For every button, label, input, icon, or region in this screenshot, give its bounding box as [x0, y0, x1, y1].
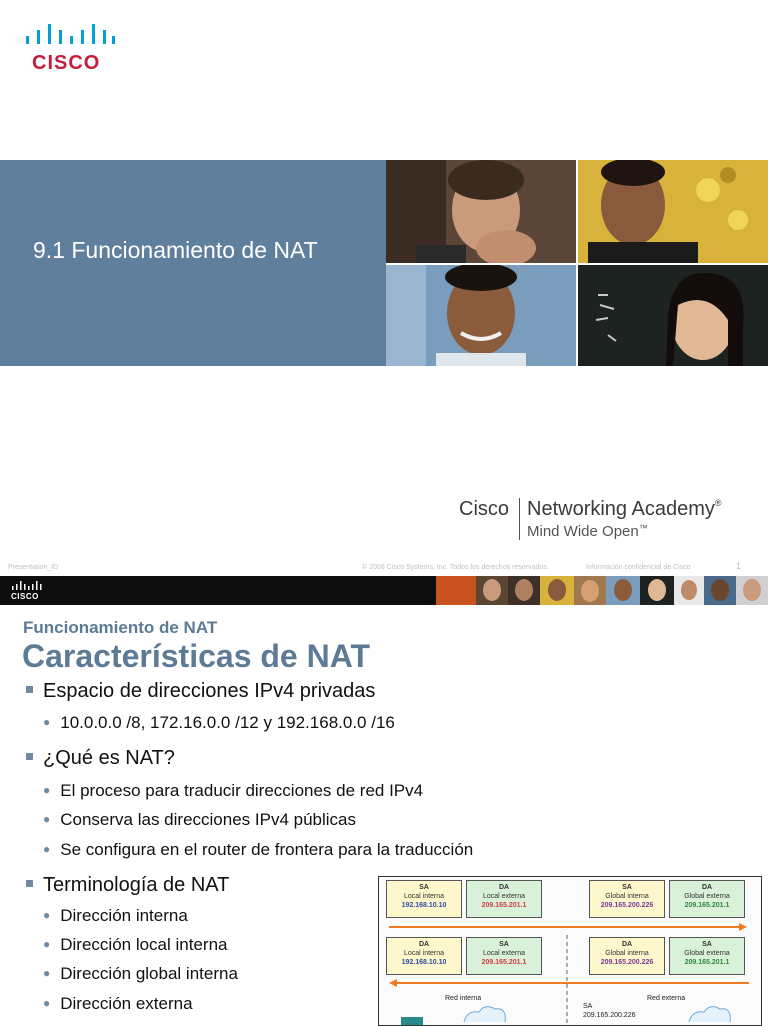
- square-bullet-icon: [26, 753, 33, 760]
- square-bullet-icon: [26, 686, 33, 693]
- addr-box: [466, 937, 542, 975]
- addr-box-head: DA: [418, 941, 430, 948]
- addr-box-type: Local interna: [403, 893, 445, 900]
- right-arrow-head: [739, 923, 747, 931]
- cisco-wordmark-small: CISCO: [11, 592, 39, 601]
- inside-cloud-icon: [464, 1007, 505, 1022]
- slide-title: 9.1 Funcionamiento de NAT: [33, 237, 318, 263]
- square-bullet-icon: [26, 880, 33, 887]
- outside-cloud-icon: [689, 1007, 730, 1022]
- footer-page-number: 1: [736, 561, 742, 571]
- cisco-bars-icon: [24, 24, 116, 50]
- sub-bullet-item: [43, 906, 188, 926]
- footer-presentation-id: Presentation_ID: [8, 564, 59, 571]
- logo-divider: [519, 498, 520, 540]
- addr-box-address: 209.165.200.226: [600, 902, 654, 909]
- cisco-bars-small-icon: [12, 581, 44, 591]
- bullet-item: [26, 747, 175, 770]
- inside-network-label: Red interna: [445, 995, 482, 1002]
- academy-name-line: [527, 498, 722, 521]
- dot-bullet-icon: ●: [43, 842, 51, 856]
- bullet-item: [26, 874, 229, 897]
- dot-bullet-icon: ●: [43, 812, 51, 826]
- sub-bullet-text: Conserva las direcciones IPv4 públicas: [60, 810, 357, 829]
- academy-name: Networking Academy: [527, 498, 715, 520]
- addr-box: [669, 937, 745, 975]
- sub-bullet-item: [43, 713, 395, 733]
- sub-bullet-item: [43, 781, 423, 801]
- dot-bullet-icon: ●: [43, 715, 51, 729]
- cisco-logo-small: [10, 581, 46, 601]
- footer-copyright: © 2008 Cisco Systems, Inc. Todos los derechos reservados.: [362, 564, 549, 571]
- networking-academy-logo: [459, 496, 749, 546]
- cisco-logo: [24, 24, 116, 74]
- addr-box-type: Global interna: [605, 893, 649, 900]
- sub-bullet-item: [43, 964, 238, 984]
- sub-bullet-text: Dirección local interna: [60, 935, 228, 954]
- header-bar: [0, 576, 768, 605]
- addr-box-address: 209.165.201.1: [684, 902, 730, 909]
- addr-box-type: Global interna: [605, 950, 649, 957]
- registered-mark: ®: [714, 498, 722, 508]
- header-photo-strip: [436, 576, 768, 605]
- addr-box-address: 192.168.10.10: [401, 959, 447, 966]
- addr-box-type: Global externa: [684, 950, 730, 957]
- academy-tagline: Mind Wide Open: [527, 523, 639, 540]
- sub-bullet-text: Dirección interna: [60, 906, 188, 925]
- bullet-text: Espacio de direcciones IPv4 privadas: [43, 680, 376, 702]
- addr-box-head: SA: [419, 884, 429, 891]
- content-slide: [0, 576, 768, 1024]
- sa-address: 209.165.200.226: [583, 1012, 636, 1019]
- dot-bullet-icon: ●: [43, 908, 51, 922]
- addr-box: [386, 937, 462, 975]
- footer-confidential: Información confidencial de Cisco: [586, 564, 691, 571]
- outside-network-label: Red externa: [647, 995, 686, 1002]
- addr-box-head: DA: [498, 884, 510, 891]
- bullet-item: [26, 680, 375, 703]
- sub-bullet-item: [43, 994, 193, 1014]
- sub-bullet-text: Se configura en el router de frontera para la traducción: [60, 840, 474, 859]
- addr-box-head: DA: [621, 941, 633, 948]
- sub-bullet-text: Dirección global interna: [60, 964, 238, 983]
- photo-young-woman: [578, 265, 768, 366]
- photo-man-thinking: [386, 160, 576, 263]
- dot-bullet-icon: ●: [43, 996, 51, 1010]
- addr-box-address: 209.165.201.1: [481, 902, 527, 909]
- addr-box-head: SA: [499, 941, 509, 948]
- photo-smiling-man: [386, 265, 576, 366]
- addr-box: [589, 937, 665, 975]
- addr-box-type: Local externa: [482, 950, 526, 957]
- addr-box-type: Global externa: [684, 893, 730, 900]
- title-band: [0, 160, 386, 366]
- addr-box-head: SA: [702, 941, 712, 948]
- sub-bullet-text: El proceso para traducir direcciones de red IPv4: [60, 781, 424, 800]
- bullet-text: ¿Qué es NAT?: [43, 747, 175, 769]
- addr-box-type: Local interna: [403, 950, 445, 957]
- sub-bullet-item: [43, 840, 473, 860]
- dot-bullet-icon: ●: [43, 966, 51, 980]
- addr-box-address: 192.168.10.10: [401, 902, 447, 909]
- trademark-mark: ™: [638, 523, 648, 533]
- addr-box-head: SA: [622, 884, 632, 891]
- bullet-text: Terminología de NAT: [43, 874, 230, 896]
- sa-label: SA: [583, 1003, 593, 1010]
- nat-diagram: [378, 876, 762, 1026]
- slide-heading: Características de NAT: [22, 638, 370, 674]
- dot-bullet-icon: ●: [43, 937, 51, 951]
- addr-box-head: DA: [701, 884, 713, 891]
- photo-young-man: [578, 160, 768, 263]
- academy-tagline-line: [527, 523, 648, 540]
- dot-bullet-icon: ●: [43, 783, 51, 797]
- cisco-wordmark: CISCO: [32, 52, 101, 74]
- addr-box-type: Local externa: [482, 893, 526, 900]
- sub-bullet-item: [43, 810, 356, 830]
- sub-bullet-text: Dirección externa: [60, 994, 193, 1013]
- addr-box-address: 209.165.201.1: [684, 959, 730, 966]
- addr-box-address: 209.165.201.1: [481, 959, 527, 966]
- sub-bullet-item: [43, 935, 228, 955]
- section-subtitle: Funcionamiento de NAT: [23, 618, 218, 637]
- academy-brand: Cisco: [459, 498, 510, 520]
- photo-collage: [386, 160, 768, 366]
- left-arrow-head: [389, 979, 397, 987]
- sub-bullet-text: 10.0.0.0 /8, 172.16.0.0 /12 y 192.168.0.0 /16: [60, 713, 395, 732]
- addr-box-address: 209.165.200.226: [600, 959, 654, 966]
